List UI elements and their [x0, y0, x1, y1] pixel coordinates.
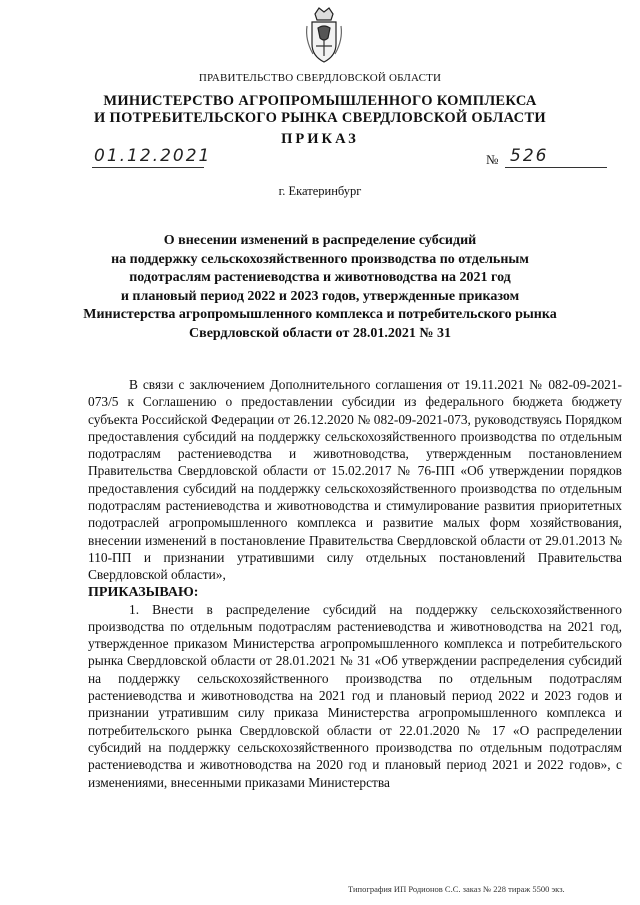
heading-line: О внесении изменений в распределение субсидий: [163, 233, 477, 248]
sverdlovsk-coat-of-arms-icon: [303, 4, 345, 66]
printer-footer: Типография ИП Родионов С.С. заказ № 228 тираж 5500 экз.: [348, 884, 565, 894]
heading-line: Министерства агропромышленного комплекса и потребительского рынка: [83, 307, 557, 322]
preamble-paragraph: В связи с заключением Дополнительного соглашения от 19.11.2021 № 082-09-2021-073/5 к Соглашению о предоставлении субсидии из федерального бюджета бюджету субъекта Российской Федерации от 26.12.2020 № 082-09-2021-073, руководствуясь Порядком предоставления субсидий на поддержку сельскохозяйственного производства по отдельным подотраслям растениеводства и животноводства, утвержденным постановлением Правительства Свердловской области от 15.02.2017 № 76-ПП «Об утверждении порядков предоставления субсидий на поддержку сельскохозяйственного производства по отдельным подотраслям растениеводства и животноводства и стимулирование развития приоритетных подотраслей агропромышленного комплекса и развитие малых форм хозяйствования, внесении изменений в постановление Правительства Свердловской области от 29.01.2013 № 110-ПП и признании утратившими силу отдельных постановлений Правительства Свердловской области»,: [88, 377, 622, 583]
heading-line: на поддержку сельскохозяйственного производства по отдельным: [111, 251, 529, 267]
order-date: 01.12.2021: [94, 146, 212, 166]
heading-line: и плановый период 2022 и 2023 годов, утвержденные приказом: [120, 288, 520, 304]
order-number: 526: [510, 146, 549, 166]
city: г. Екатеринбург: [278, 184, 362, 198]
heading-line: подотраслям растениеводства и животноводства на 2021 год: [129, 270, 511, 285]
heading-line: Свердловской области от 28.01.2021 № 31: [189, 325, 451, 341]
clause-1-paragraph: 1. Внести в распределение субсидий на поддержку сельскохозяйственного производства по отдельным подотраслям растениеводства и животноводства на 2021 год, утвержденное приказом Министерства агропромышленного комплекса и потребительского рынка Свердловской области от 28.01.2021 № 31 «Об утверждении распределения субсидий на поддержку сельскохозяйственного производства по отдельным подотраслям растениеводства и животноводства на 2021 год и плановый период 2022 и 2023 годов и признании утратившим силу приказа Министерства агропромышленного комплекса и потребительского рынка Свердловской области от 22.01.2020 № 17 «О распределении субсидий на поддержку сельскохозяйственного производства по отдельным подотраслям растениеводства и животноводства на 2020 год и плановый период 2021 и 2022 годов», с изменениями, внесенными приказами Министерства: [88, 601, 622, 790]
number-sign: №: [486, 152, 499, 167]
date-underline: [92, 167, 204, 168]
order-word: ПРИКАЗЫВАЮ:: [88, 584, 199, 600]
ministry-name-line-2: И ПОТРЕБИТЕЛЬСКОГО РЫНКА СВЕРДЛОВСКОЙ ОБЛАСТИ: [94, 110, 546, 126]
number-underline: [505, 167, 607, 168]
document-body: [88, 376, 622, 791]
document-type: ПРИКАЗ: [281, 131, 359, 147]
ministry-name-line-1: МИНИСТЕРСТВО АГРОПРОМЫШЛЕННОГО КОМПЛЕКСА: [103, 93, 537, 109]
government-name: ПРАВИТЕЛЬСТВО СВЕРДЛОВСКОЙ ОБЛАСТИ: [198, 72, 442, 84]
document-heading: [60, 232, 580, 343]
